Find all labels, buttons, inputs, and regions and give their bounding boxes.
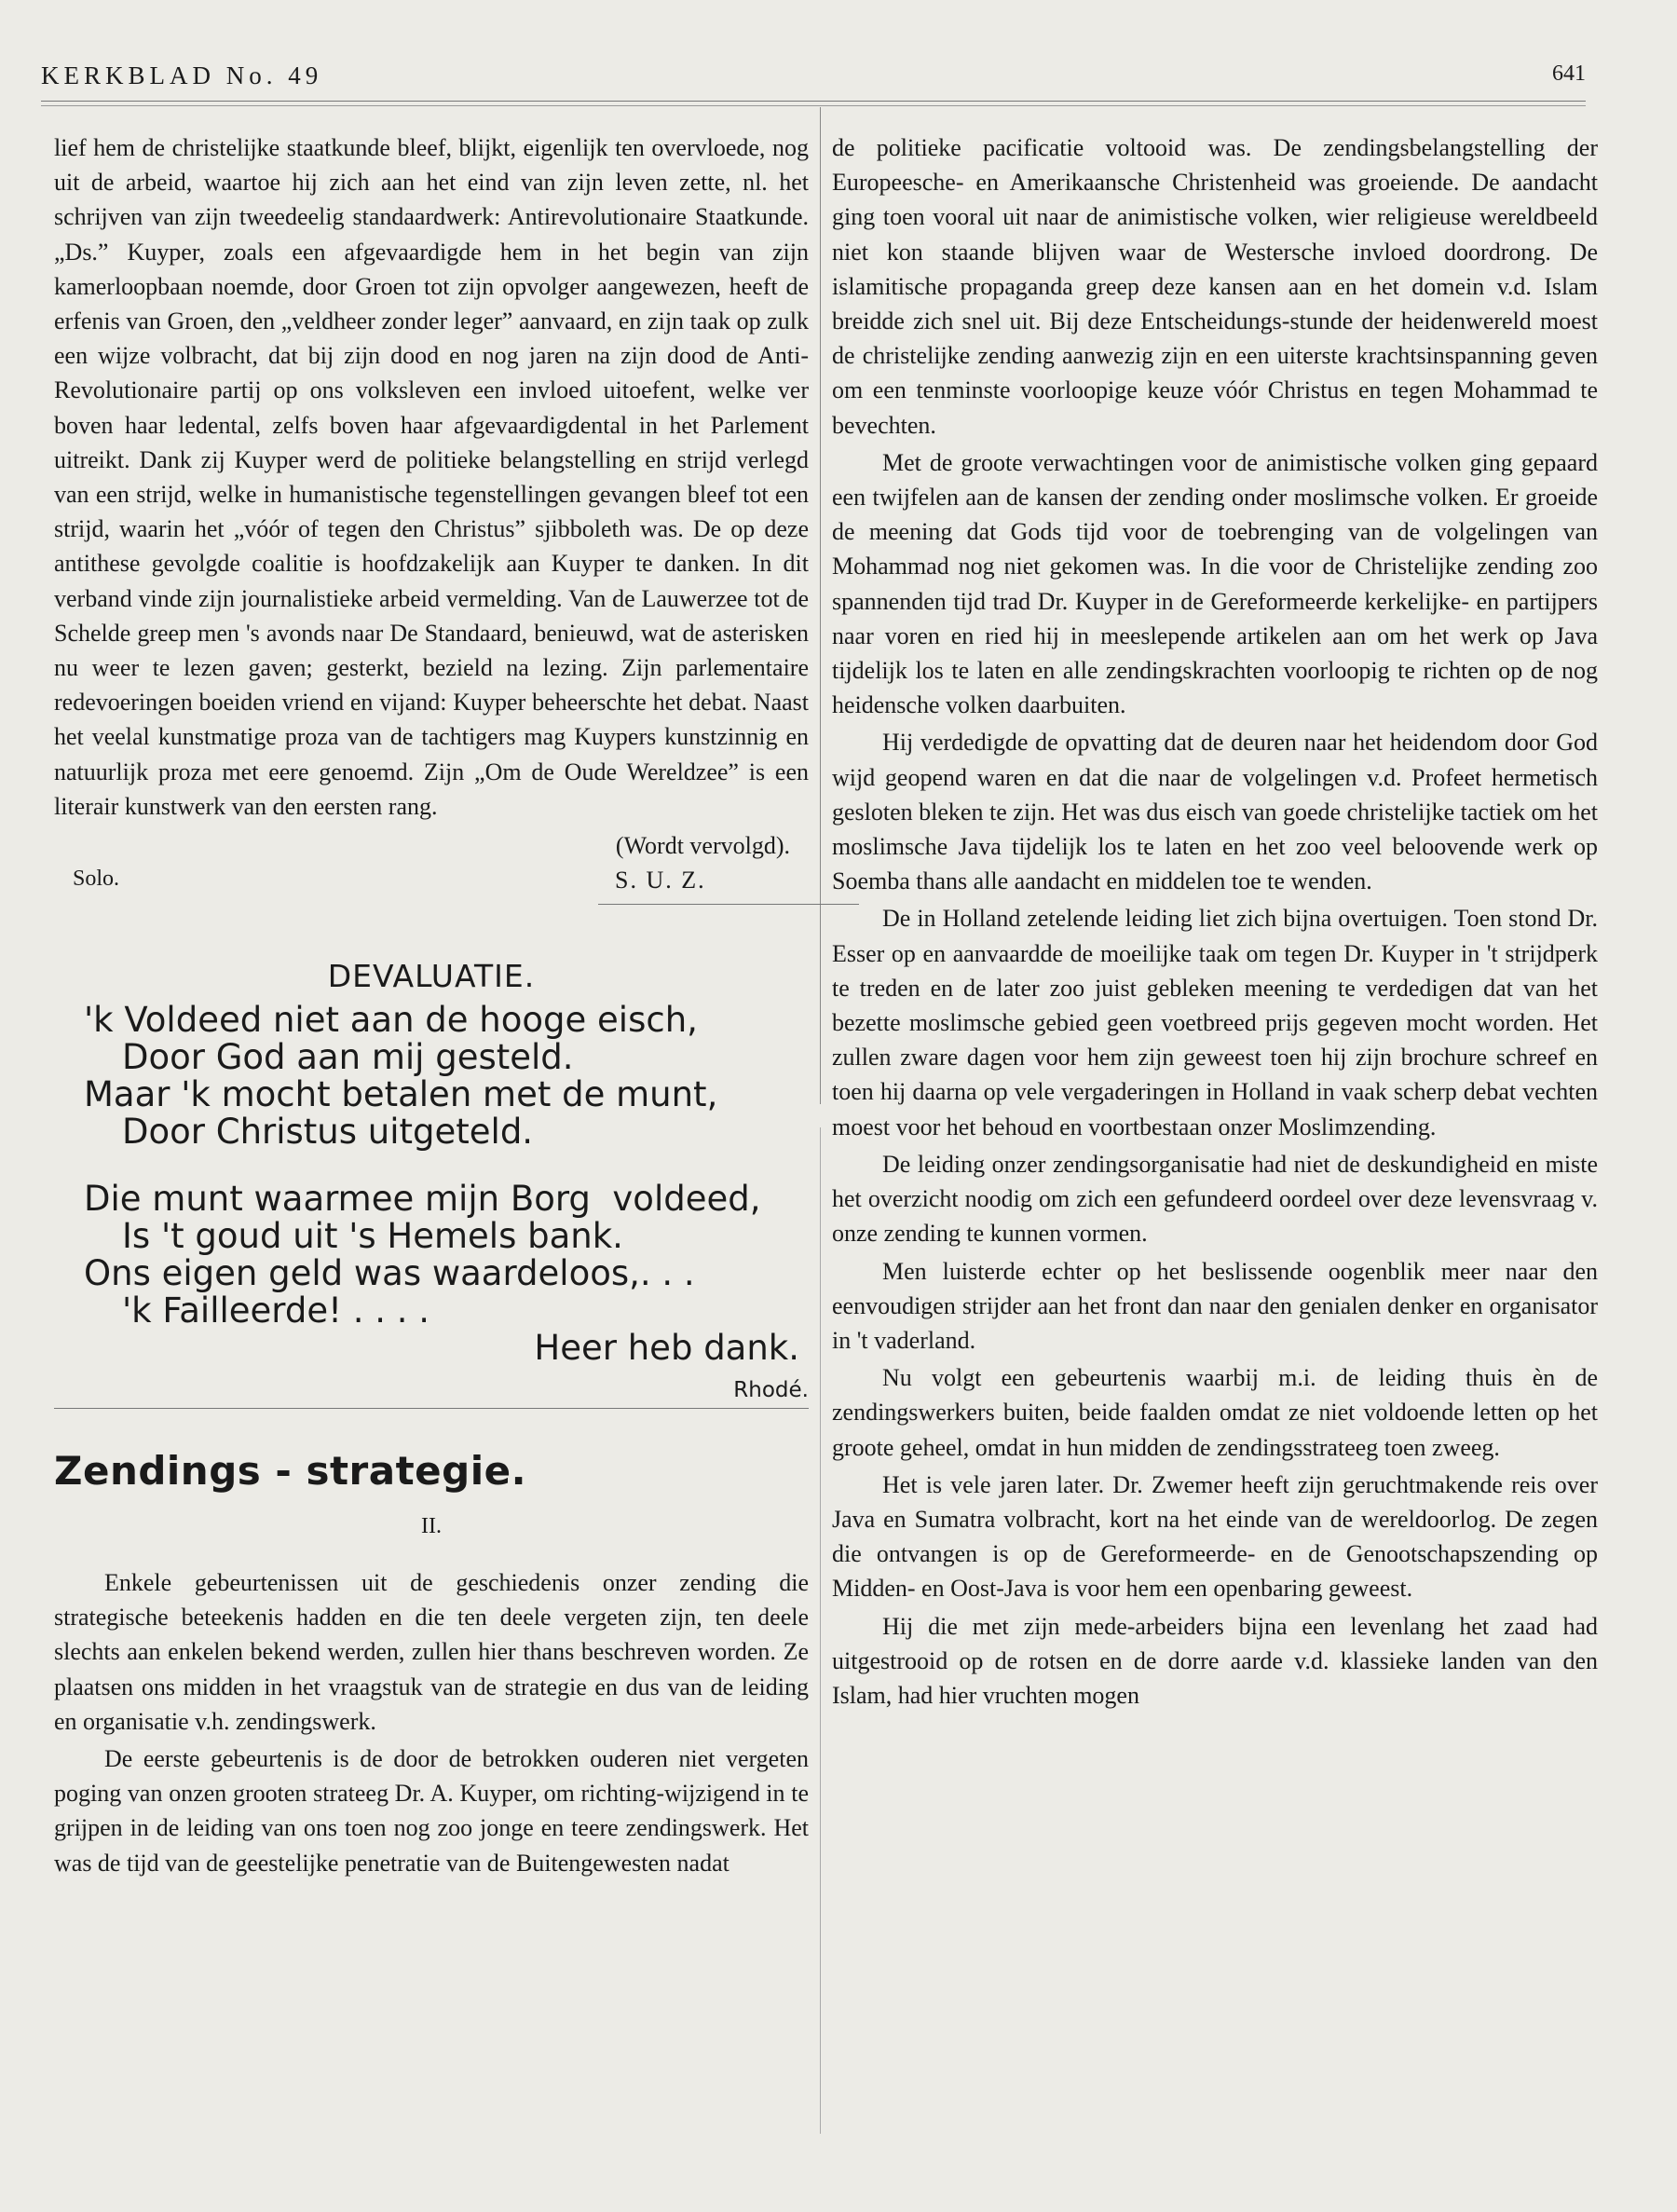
- column-divider-lower: [820, 1127, 821, 2134]
- signature-row: [54, 863, 809, 900]
- poem-line: Heer heb dank.: [534, 1328, 799, 1369]
- column-divider: [820, 107, 821, 1104]
- paragraph: De leiding onzer zendingsorganisatie had niet de deskundigheid en miste het overzicht noodig om zich een gefundeerd oordeel over deze levensvraag v. onze zending te kunnen vormen.: [832, 1150, 1598, 1248]
- paragraph: de politieke pacificatie voltooid was. De zendingsbelangstelling der Europeesche- en Amerikaansche Christenheid was groeiende. De aandacht ging toen vooral uit naar de animistische volken, wier religieuse wereldbeeld niet kon staande blijven waar de Westersche invloed doordrong. De islamitische propaganda greep deze kansen aan en het domein v.d. Islam breidde zich snel uit. Bij deze Entscheidungs-stunde der heidenwereld moest de christelijke zending aanwezig zijn en een uiterste krachtsinspanning geven om een tenminste voorloopige keuze vóór Christus en tegen Mohammad te bevechten.: [832, 134, 1598, 439]
- poem-line: 'k Voldeed niet aan de hooge eisch,: [84, 1000, 698, 1041]
- paragraph: Hij verdedigde de opvatting dat de deuren naar het heidendom door God wijd geopend waren en dat die naar de volgelingen v.d. Profeet hermetisch gesloten bleken te zijn. Het was dus eisch van goede christelijke tactiek om het moslimsche Java tijdelijk los te laten en het zoo veel beloovende werk op Soemba thans alle aandacht en middelen toe te wenden.: [832, 729, 1598, 895]
- poem-line: Door Christus uitgeteld.: [122, 1112, 534, 1153]
- poem-author: Rhodé.: [733, 1378, 809, 1403]
- paragraph: De in Holland zetelende leiding liet zich bijna overtuigen. Toen stond Dr. Esser op en aanvaardde de moeilijke taak om tegen Dr. Kuyper in 't strijdperk te treden en de later zoo juist gebleken meening te verdedigen dat van het bezette moslimsche gebied geen voetbreed prijs gegeven mocht worden. Het zullen zware dagen voor hem zijn geweest toen hij zijn brochure schreef en toen hij daarna op vele vergaderingen in Holland in vaak scherp debat vechten moest voor het behoud en voortbestaan onzer Moslimzending.: [832, 905, 1598, 1140]
- stanza-break: [54, 1151, 809, 1181]
- signature-rule: [598, 904, 859, 905]
- paragraph: De eerste gebeurtenis is de door de betrokken ouderen niet vergeten poging van onzen grooten strateeg Dr. A. Kuyper, om richting-wijzigend in te grijpen in de leiding van ons toen nog zoo jonge en teere zendingswerk. Het was de tijd van de geestelijke penetratie van de Buitengewesten nadat: [54, 1745, 809, 1877]
- section-number: II.: [421, 1514, 442, 1539]
- author-initials: S. U. Z.: [615, 867, 706, 894]
- poem: [54, 1002, 809, 1367]
- page-number: 641: [1552, 61, 1586, 86]
- to-be-continued: (Wordt vervolgd).: [615, 832, 790, 860]
- header-rule-secondary: [41, 105, 1586, 106]
- paragraph: Enkele gebeurtenissen uit de geschiedenis onzer zending die strategische beteekenis hadden en die ten deele vergeten zijn, ten deele slechts aan enkelen bekend werden, zullen hier thans beschreven worden. Ze plaatsen ons midden in het vraagstuk van de strategie en dus van de leiding en organisatie v.h. zendingswerk.: [54, 1569, 809, 1735]
- poem-line: 'k Failleerde! . . . .: [122, 1290, 430, 1331]
- paragraph: Men luisterde echter op het beslissende oogenblik meer naar den eenvoudigen strijder aan het front dan naar den genialen denker en organisator in 't vaderland.: [832, 1257, 1598, 1354]
- page-header: [41, 61, 1586, 99]
- article-continuation: lief hem de christelijke staatkunde bleef, blijkt, eigenlijk ten overvloede, nog uit de arbeid, waartoe hij zich aan het eind van zijn leven zette, nl. het schrijven van zijn tweedeelig standaardwerk: Antirevolutionaire Staatkunde. „Ds.” Kuyper, zoals een afgevaardigde hem in het begin van zijn kamerloopbaan noemde, door Groen tot zijn opvolger aangewezen, heeft de erfenis van Groen, den „veldheer zonder leger” aanvaard, en zijn taak op zulk een wijze volbracht, dat bij zijn dood en nog jaren na zijn dood de Anti-Revolutionaire partij op ons volksleven een invloed uitoefent, welke ver boven haar ledental, zelfs boven haar afgevaardigdental in het Parlement uitreikt. Dank zij Kuyper werd de politieke belangstelling en strijd verlegd van een strijd, welke in humanistische tegenstellingen gevangen bleef tot een strijd, waarin het „vóór of tegen den Christus” sjibboleth was. De op deze antithese gevolgde coalitie is hoofdzakelijk aan Kuyper te danken. In dit verband vinde zijn journalistieke arbeid vermelding. Van de Lauwerzee tot de Schelde greep men 's avonds naar De Standaard, benieuwd, wat de asterisken nu weer te lezen gaven; gesterkt, bezield na lezing. Zijn parlementaire redevoeringen boeiden vriend en vijand: Kuyper beheerschte het debat. Naast het veelal kunstmatige proza van de tachtigers mag Kuypers kunstzinnig en natuurlijk proza met eere genoemd. Zijn „Om de Oude Wereldzee” is een literair kunstwerk van den eersten rang.: [54, 134, 809, 820]
- paragraph: Met de groote verwachtingen voor de animistische volken ging gepaard een twijfelen aan de kansen der zending onder moslimsche volken. Er groeide de meening dat Gods tijd voor de toebrenging van de volgelingen van Mohammad nog niet gekomen was. In die voor de Christelijke zending zoo spannenden tijd trad Dr. Kuyper in de Gereformeerde kerkelijke- en partijpers naar voren en ried hij in meeslepende artikelen aan om het werk op Java tijdelijk los te laten en alle zendingskrachten voorloopig te richten op de nog heidensche volken daarbuiten.: [832, 448, 1598, 719]
- poem-line: Ons eigen geld was waardeloos,. . .: [84, 1253, 695, 1294]
- right-column: [832, 130, 1598, 1713]
- journal-title: KERKBLAD No. 49: [41, 61, 323, 89]
- left-column: [54, 130, 809, 1880]
- poem-line: Maar 'k mocht betalen met de munt,: [84, 1074, 718, 1115]
- paragraph: Het is vele jaren later. Dr. Zwemer heeft zijn geruchtmakende reis over Java en Sumatra volbracht, kort na het einde van de wereldoorlog. De zegen die ontvangen is op de Gereformeerde- en de Genootschapszending op Midden- en Oost-Java is voor hem een openbaring geweest.: [832, 1470, 1598, 1603]
- poem-line: Die munt waarmee mijn Borg voldeed,: [84, 1179, 761, 1220]
- poem-title: DEVALUATIE.: [327, 958, 536, 995]
- section-rule: [54, 1408, 809, 1409]
- paragraph: Nu volgt een gebeurtenis waarbij m.i. de leiding thuis èn de zendingswerkers buiten, beide faalden omdat ze niet voldoende letten op het groote geheel, omdat in hun midden de zendingsstrateeg toen zweeg.: [832, 1364, 1598, 1461]
- section-title: Zendings - strategie.: [54, 1448, 527, 1495]
- poem-line: Is 't goud uit 's Hemels bank.: [122, 1216, 623, 1257]
- paragraph: Hij die met zijn mede-arbeiders bijna een levenlang het zaad had uitgestrooid op de rotsen en de dorre aarde v.d. klassieke landen van den Islam, had hier vruchten mogen: [832, 1612, 1598, 1709]
- header-rule: [41, 101, 1586, 102]
- poem-line: Door God aan mij gesteld.: [122, 1037, 574, 1078]
- place-name: Solo.: [73, 867, 120, 892]
